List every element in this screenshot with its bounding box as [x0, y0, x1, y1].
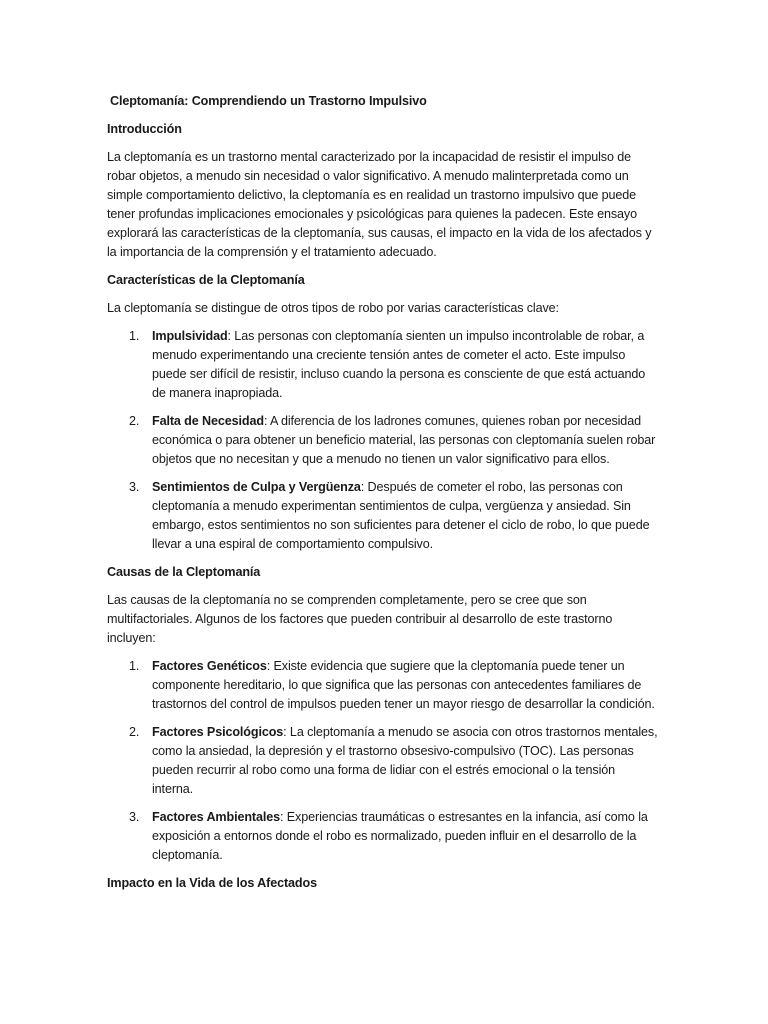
list-item-text: : A diferencia de los ladrones comunes, quienes roban por necesidad económica o para obtener un beneficio material, las personas con cleptomanía suelen robar objetos que no necesitan y que a menudo no tienen un valor significativo para ellos.	[152, 414, 656, 466]
list-item-number: 2.	[129, 414, 140, 428]
list-item-number: 3.	[129, 480, 140, 494]
list-item-text: : Las personas con cleptomanía sienten un impulso incontrolable de robar, a menudo experimentando una creciente tensión antes de cometer el acto. Este impulso puede ser difícil de resistir, incluso cuando la persona es consciente de que está actuando de manera inapropiada.	[152, 329, 646, 400]
impact-heading: Impacto en la Vida de los Afectados	[107, 876, 317, 890]
list-item-text: : Después de cometer el robo, las personas con cleptomanía a menudo experimentan sentimientos de culpa, vergüenza y ansiedad. Sin embargo, estos sentimientos no son suficientes para detener el ciclo de robo, lo que puede llevar a una espiral de comportamiento compulsivo.	[152, 480, 650, 551]
list-item	[107, 657, 658, 714]
list-item	[107, 327, 658, 403]
list-item-term: Factores Psicológicos	[152, 725, 284, 739]
characteristics-heading: Características de la Cleptomanía	[107, 273, 305, 287]
causes-list	[107, 657, 658, 865]
list-item	[107, 808, 658, 865]
list-item-term: Sentimientos de Culpa y Vergüenza	[152, 480, 361, 494]
list-item-term: Impulsividad	[152, 329, 228, 343]
list-item	[107, 412, 658, 469]
causes-heading: Causas de la Cleptomanía	[107, 565, 261, 579]
list-item-term: Factores Ambientales	[152, 810, 281, 824]
list-item-number: 1.	[129, 329, 140, 343]
list-item-term: Falta de Necesidad	[152, 414, 264, 428]
intro-heading: Introducción	[107, 122, 182, 136]
list-item-text: : Experiencias traumáticas o estresantes en la infancia, así como la exposición a entornos donde el robo es normalizado, pueden influir en el desarrollo de la cleptomanía.	[152, 810, 648, 862]
list-item	[107, 478, 658, 554]
causes-lead: Las causas de la cleptomanía no se comprenden completamente, pero se cree que son multifactoriales. Algunos de los factores que pueden contribuir al desarrollo de este trastorno incluyen:	[107, 593, 613, 645]
list-item	[107, 723, 658, 799]
list-item-term: Factores Genéticos	[152, 659, 267, 673]
document-title: Cleptomanía: Comprendiendo un Trastorno Impulsivo	[110, 94, 427, 108]
list-item-number: 1.	[129, 659, 140, 673]
list-item-number: 3.	[129, 810, 140, 824]
list-item-number: 2.	[129, 725, 140, 739]
list-item-text: : La cleptomanía a menudo se asocia con otros trastornos mentales, como la ansiedad, la depresión y el trastorno obsesivo-compulsivo (TOC). Las personas pueden recurrir al robo como una forma de lidiar con el estrés emocional o la tensión interna.	[152, 725, 658, 796]
list-item-text: : Existe evidencia que sugiere que la cleptomanía puede tener un componente hereditario, lo que significa que las personas con antecedentes familiares de trastornos del control de impulsos pueden tener un mayor riesgo de desarrollar la condición.	[152, 659, 655, 711]
characteristics-lead: La cleptomanía se distingue de otros tipos de robo por varias características clave:	[107, 301, 559, 315]
characteristics-list	[107, 327, 658, 554]
intro-paragraph: La cleptomanía es un trastorno mental caracterizado por la incapacidad de resistir el impulso de robar objetos, a menudo sin necesidad o valor significativo. A menudo malinterpretada como un simple comportamiento delictivo, la cleptomanía es en realidad un trastorno impulsivo que puede tener profundas implicaciones emocionales y psicológicas para quienes la padecen. Este ensayo explorará las características de la cleptomanía, sus causas, el impacto en la vida de los afectados y la importancia de la comprensión y el tratamiento adecuado.	[107, 150, 652, 259]
